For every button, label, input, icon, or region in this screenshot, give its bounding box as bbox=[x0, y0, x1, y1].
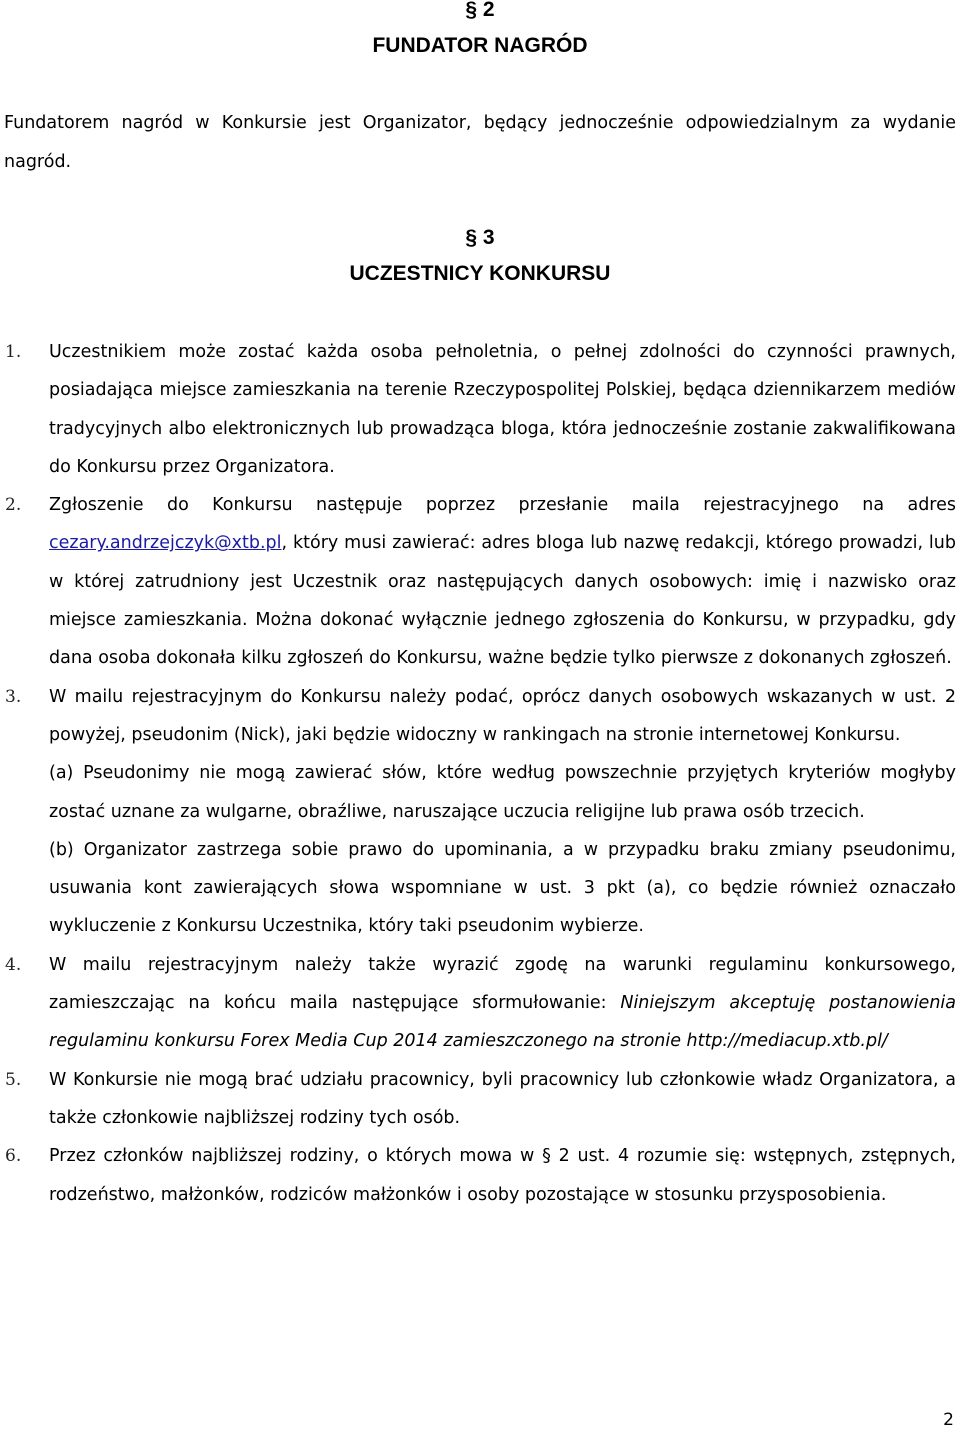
list-item-text: W mailu rejestracyjnym do Konkursu należy podać, oprócz danych osobowych wskazanych w ust. 2 powyżej, pseudonim (Nick), jaki będzie widoczny w rankingach na stronie internetowej Konkursu. bbox=[49, 686, 956, 745]
page-number: 2 bbox=[943, 1410, 954, 1430]
list-item-text: Przez członków najbliższej rodziny, o których mowa w § 2 ust. 4 rozumie się: wstępnych, zstępnych, rodzeństwo, małżonków, rodziców małżonków i osoby pozostające w stosunku przysposobienia. bbox=[49, 1146, 956, 1205]
list-item-number: 5. bbox=[5, 1069, 22, 1090]
list-item-text-after: , który musi zawierać: adres bloga lub nazwę redakcji, którego prowadzi, lub w której zatrudniony jest Uczestnik oraz następujących danych osobowych: imię i nazwisko oraz miejsce zamieszkania. Można dokonać wyłącznie jednego zgłoszenia do Konkursu, w przypadku, gdy dana osoba dokonała kilku zgłoszeń do Konkursu, ważne będzie tylko pierwsze z dokonanych zgłoszeń. bbox=[49, 533, 956, 669]
sub-item-a: (a) Pseudonimy nie mogą zawierać słów, które według powszechnie przyjętych kryteriów mogłyby zostać uznane za wulgarne, obraźliwe, naruszające uczucia religijne lub prawa osób trzecich. bbox=[49, 763, 956, 822]
acceptance-quote: Niniejszym akceptuję postanowienia regulaminu konkursu Forex Media Cup 2014 zamieszczonego na stronie http://mediacup.xtb.pl/ bbox=[49, 993, 956, 1052]
list-item-number: 6. bbox=[5, 1146, 22, 1167]
list-item-number: 1. bbox=[5, 342, 22, 362]
list-item-text: W Konkursie nie mogą brać udziału pracownicy, byli pracownicy lub członkowie władz Organizatora, a także członkowie najbliższej rodziny tych osób. bbox=[49, 1069, 956, 1128]
list-item-6 bbox=[0, 1137, 956, 1214]
list-item-text-before: Zgłoszenie do Konkursu następuje poprzez przesłanie maila rejestracyjnego na adres bbox=[49, 495, 956, 516]
list-item-1 bbox=[0, 333, 956, 486]
section-3-symbol: § 3 bbox=[465, 226, 495, 249]
list-item-number: 3. bbox=[5, 686, 22, 707]
participants-list bbox=[0, 333, 956, 1214]
section-2-title: FUNDATOR NAGRÓD bbox=[372, 34, 588, 57]
list-item-text-before: W mailu rejestracyjnym należy także wyrazić zgodę na warunki regulaminu konkursowego, zamieszczając na końcu maila następujące sformułowanie: bbox=[49, 954, 956, 1014]
section-2-symbol: § 2 bbox=[465, 0, 495, 21]
list-item-number: 4. bbox=[5, 954, 22, 975]
email-link[interactable]: cezary.andrzejczyk@xtb.pl bbox=[49, 533, 282, 554]
sub-item-b: (b) Organizator zastrzega sobie prawo do upominania, a w przypadku braku zmiany pseudonimu, usuwania kont zawierających słowa wspomniane w ust. 3 pkt (a), co będzie również oznaczało wykluczenie z Konkursu Uczestnika, który taki pseudonim wybierze. bbox=[49, 839, 956, 937]
list-item-3 bbox=[0, 678, 956, 946]
section-2-paragraph: Fundatorem nagród w Konkursie jest Organizator, będący jednocześnie odpowiedzialnym za wydanie nagród. bbox=[4, 113, 956, 172]
list-item-number: 2. bbox=[5, 495, 22, 516]
list-item-5 bbox=[0, 1061, 956, 1138]
list-item-2 bbox=[0, 486, 956, 677]
section-3-title: UCZESTNICY KONKURSU bbox=[349, 262, 611, 285]
list-item-4 bbox=[0, 946, 956, 1061]
list-item-text: Uczestnikiem może zostać każda osoba pełnoletnia, o pełnej zdolności do czynności prawnych, posiadająca miejsce zamieszkania na terenie Rzeczypospolitej Polskiej, będąca dziennikarzem mediów tradycyjnych albo elektronicznych lub prowadząca bloga, która jednocześnie zostanie zakwalifikowana do Konkursu przez Organizatora. bbox=[49, 342, 956, 477]
